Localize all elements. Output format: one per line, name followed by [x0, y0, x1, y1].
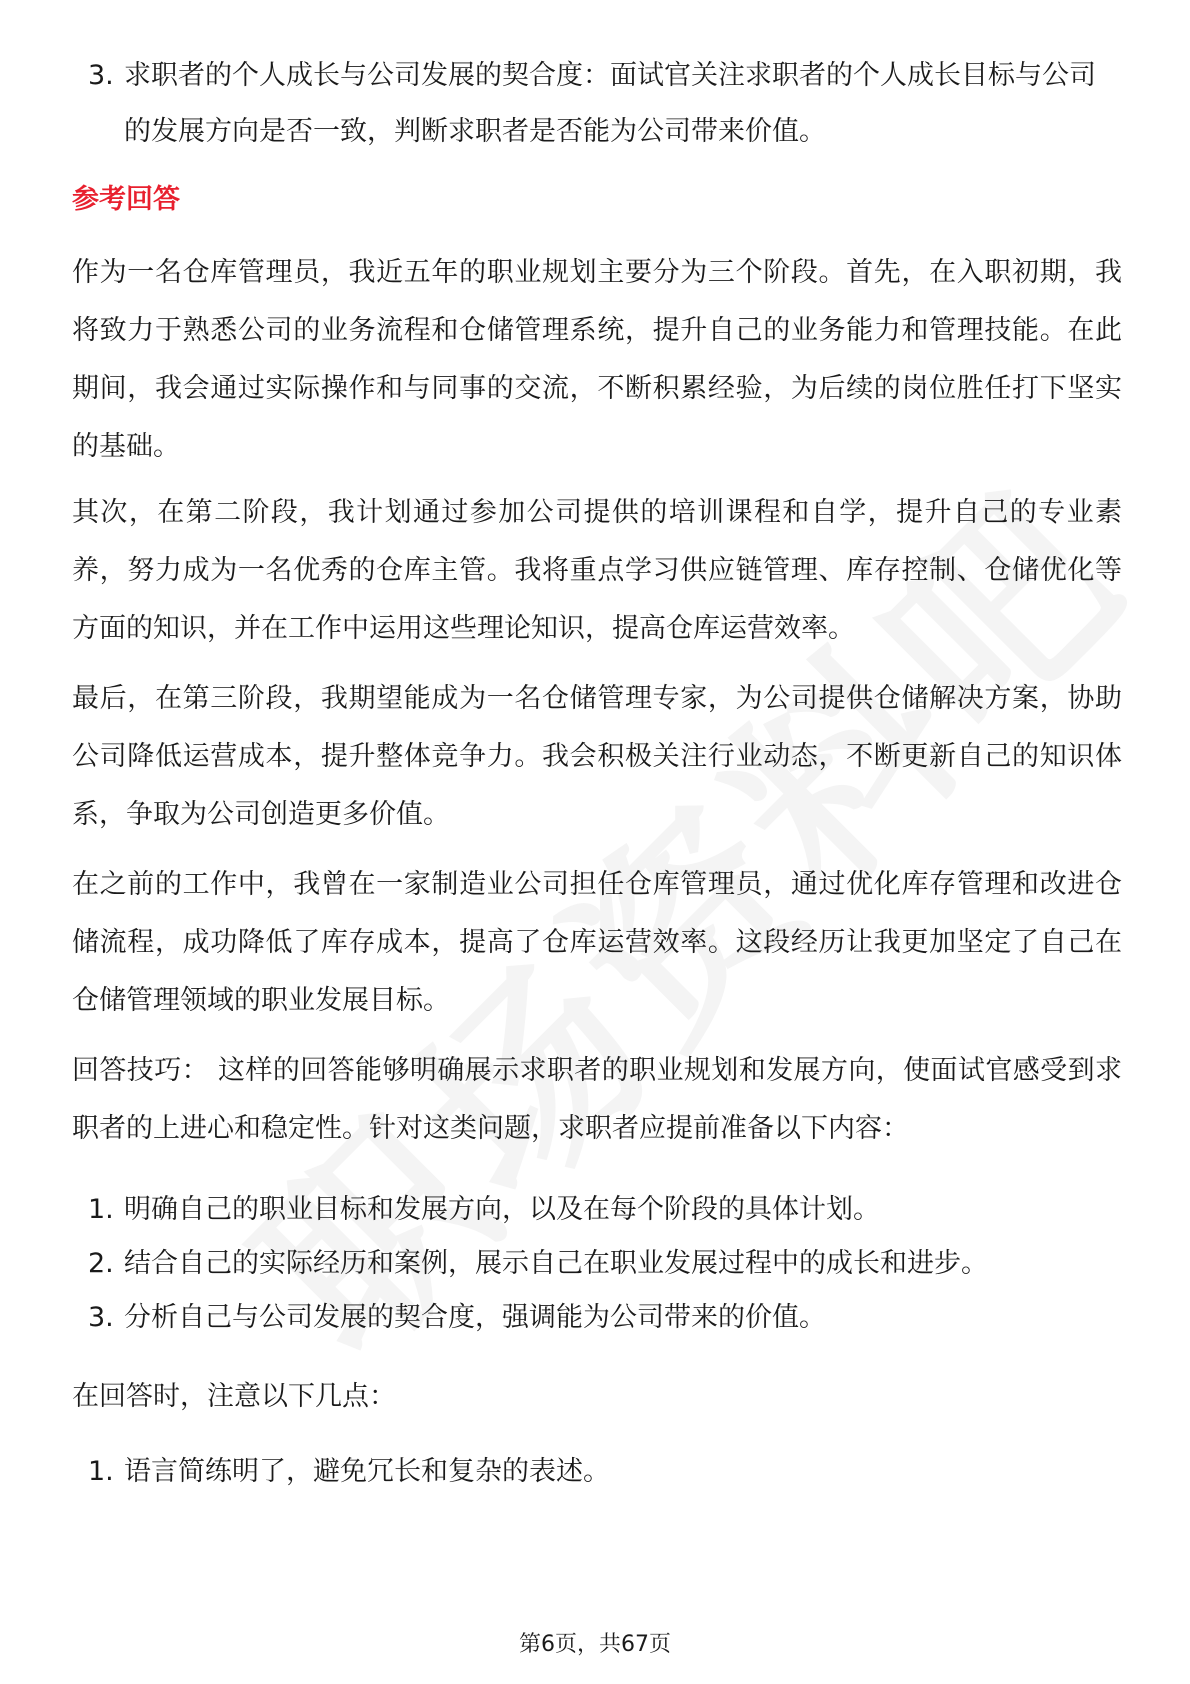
reference-answer-heading: 参考回答	[72, 184, 180, 215]
page-number-footer: 第6页，共67页	[519, 1632, 671, 1657]
list-text: 结合自己的实际经历和案例，展示自己在职业发展过程中的成长和进步。	[124, 1248, 988, 1279]
notes-intro: 在回答时，注意以下几点：	[72, 1381, 396, 1412]
list-item-criterion-3	[72, 48, 1112, 160]
paragraph-experience: 在之前的工作中，我曾在一家制造业公司担任仓库管理员，通过优化库存管理和改进仓储流程，成功降低了库存成本，提高了仓库运营效率。这段经历让我更加坚定了自己在仓储管理领域的职业发展目标。	[72, 869, 1122, 1016]
list-number: 2.	[88, 1248, 114, 1279]
paragraph-stage-three: 最后，在第三阶段，我期望能成为一名仓储管理专家，为公司提供仓储解决方案，协助公司降低运营成本，提升整体竞争力。我会积极关注行业动态，不断更新自己的知识体系，争取为公司创造更多价值。	[72, 683, 1122, 830]
list-text: 分析自己与公司发展的契合度，强调能为公司带来的价值。	[124, 1302, 826, 1333]
paragraph-answer-tips: 回答技巧： 这样的回答能够明确展示求职者的职业规划和发展方向，使面试官感受到求职者的上进心和稳定性。针对这类问题，求职者应提前准备以下内容：	[72, 1055, 1122, 1144]
paragraph-intro: 作为一名仓库管理员，我近五年的职业规划主要分为三个阶段。首先，在入职初期，我将致力于熟悉公司的业务流程和仓储管理系统，提升自己的业务能力和管理技能。在此期间，我会通过实际操作和与同事的交流，不断积累经验，为后续的岗位胜任打下坚实的基础。	[72, 257, 1122, 462]
list-text: 语言简练明了，避免冗长和复杂的表述。	[124, 1456, 610, 1487]
list-number: 3.	[88, 1302, 114, 1333]
paragraph-stage-two: 其次，在第二阶段，我计划通过参加公司提供的培训课程和自学，提升自己的专业素养，努力成为一名优秀的仓库主管。我将重点学习供应链管理、库存控制、仓储优化等方面的知识，并在工作中运用这些理论知识，提高仓库运营效率。	[72, 497, 1122, 644]
list-number: 3.	[88, 60, 114, 91]
tips-list-item	[72, 1290, 1112, 1346]
tips-list-item	[72, 1236, 1112, 1292]
list-text: 明确自己的职业目标和发展方向，以及在每个阶段的具体计划。	[124, 1194, 880, 1225]
notes-list-item	[72, 1444, 1112, 1500]
tips-list-item	[72, 1182, 1112, 1238]
list-text: 求职者的个人成长与公司发展的契合度：面试官关注求职者的个人成长目标与公司的发展方向是否一致，判断求职者是否能为公司带来价值。	[124, 60, 1096, 147]
list-number: 1.	[88, 1456, 114, 1487]
list-number: 1.	[88, 1194, 114, 1225]
